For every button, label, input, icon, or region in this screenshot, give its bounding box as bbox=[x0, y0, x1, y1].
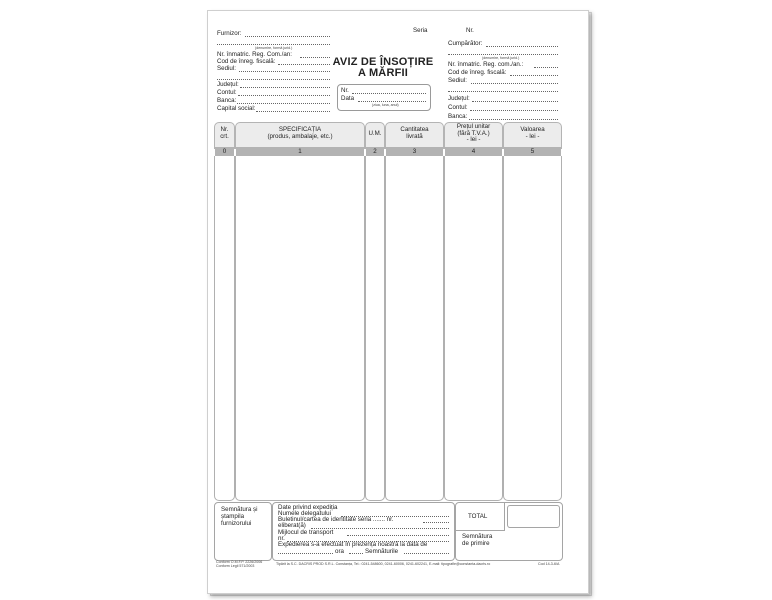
supplier-capital-label: Capital social: bbox=[217, 105, 256, 112]
form-title bbox=[332, 57, 434, 79]
col-header-um: U.M. bbox=[365, 122, 385, 149]
dispatch-statement: Expedierea s-a efectuat în prezența noastră la data de bbox=[278, 541, 428, 548]
col-header-cantitatea: Cantitatea livrată bbox=[385, 122, 444, 149]
supplier-judetul-line bbox=[240, 87, 330, 88]
supplier-sediul-label: Sediul: bbox=[217, 65, 236, 72]
cumparator-line-2 bbox=[448, 54, 558, 55]
ora-line[interactable] bbox=[349, 553, 363, 554]
supplier-signature-label: Semnătura și ștampila furnizorului bbox=[221, 506, 258, 527]
cumparator-hint: (denumire, formă jurid.) bbox=[482, 56, 520, 60]
form-title-line-1: AVIZ DE ÎNSOȚIRE bbox=[332, 56, 434, 68]
buyer-banca-label: Banca: bbox=[448, 113, 468, 120]
doc-nr-label: Nr. bbox=[341, 87, 349, 94]
col-body-um[interactable] bbox=[365, 156, 385, 501]
total-label-cell bbox=[456, 503, 505, 531]
document-number-box bbox=[337, 84, 431, 111]
form-code: Cod 14-3-6/A bbox=[538, 562, 560, 566]
buyer-cod-line bbox=[510, 75, 558, 76]
col-body-pretul[interactable] bbox=[444, 156, 503, 501]
supplier-nr-inmatric-line bbox=[300, 57, 330, 58]
doc-date-hint: (ziua, luna, anul) bbox=[372, 103, 399, 107]
furnizor-hint: (denumire, formă jurid.) bbox=[255, 46, 293, 50]
semnaturile-line[interactable] bbox=[404, 553, 449, 554]
legal-note-1: Conform O.M.F.P. 2226/2006 bbox=[216, 560, 263, 564]
cumparator-line bbox=[486, 46, 558, 47]
cumparator-label: Cumpărător: bbox=[448, 40, 483, 47]
col-header-nr-crt: Nr. crt. bbox=[214, 122, 235, 149]
receipt-signature-label: Semnătura de primire bbox=[462, 533, 493, 547]
supplier-sediul-line-2 bbox=[217, 79, 330, 80]
dispatch-title: Date privind expediția bbox=[278, 504, 338, 511]
supplier-banca-line bbox=[237, 103, 330, 104]
supplier-contul-line bbox=[238, 95, 330, 96]
printer-info: Tipărit la S.C. DACRIS PROD S.R.L. Constanța, Tel.: 0241-548600, 0241-60006, 0241-602241, E-mail: tipografie@constanta-dacris.ro bbox=[276, 562, 491, 566]
col-body-specificatia[interactable] bbox=[235, 156, 365, 501]
buyer-cod-label: Cod de înreg. fiscală: bbox=[448, 69, 507, 76]
col-num-4: 4 bbox=[445, 147, 502, 156]
buyer-sediul-line-2 bbox=[448, 91, 558, 92]
buyer-sediul-label: Sediul: bbox=[448, 77, 467, 84]
col-body-nr-crt[interactable] bbox=[214, 156, 235, 501]
col-num-3: 3 bbox=[386, 147, 443, 156]
col-num-2: 2 bbox=[366, 147, 384, 156]
doc-data-label: Data bbox=[341, 95, 355, 102]
col-body-cantitatea[interactable] bbox=[385, 156, 444, 501]
form-sheet bbox=[207, 10, 589, 594]
form-title-line-2: A MĂRFII bbox=[357, 67, 409, 79]
buyer-judetul-label: Județul: bbox=[448, 95, 470, 102]
supplier-signature-box[interactable] bbox=[214, 502, 272, 561]
supplier-cod-label: Cod de înreg. fiscală: bbox=[217, 58, 276, 65]
total-value-field[interactable] bbox=[507, 505, 560, 528]
supplier-sediul-line bbox=[239, 71, 330, 72]
semnaturile-label: Semnăturile bbox=[365, 548, 399, 555]
buyer-contul-label: Contul: bbox=[448, 104, 468, 111]
doc-nr-line[interactable] bbox=[352, 93, 426, 94]
total-label: TOTAL bbox=[468, 513, 488, 520]
supplier-nr-inmatric-label: Nr. înmatric. Reg. Com./an: bbox=[217, 51, 292, 58]
buyer-banca-line bbox=[469, 119, 558, 120]
ora-label: ora bbox=[335, 548, 344, 555]
col-num-5: 5 bbox=[504, 147, 561, 156]
transport-nr-label: nr. bbox=[278, 535, 285, 542]
col-num-0: 0 bbox=[215, 147, 234, 156]
legal-note-2: Conform Legii 571/2003 bbox=[216, 564, 255, 568]
furnizor-line-2 bbox=[217, 44, 330, 45]
nr-top-label: Nr. bbox=[466, 27, 474, 34]
buyer-sediul-line bbox=[471, 83, 558, 84]
doc-data-line[interactable] bbox=[358, 101, 426, 102]
supplier-capital-line bbox=[256, 111, 330, 112]
buyer-contul-line bbox=[470, 110, 558, 111]
supplier-judetul-label: Județul: bbox=[217, 81, 239, 88]
issued-label: eliberat(ă) bbox=[278, 522, 306, 529]
buyer-judetul-line bbox=[472, 101, 558, 102]
delegate-name-label: Numele delegatului bbox=[278, 510, 331, 517]
supplier-banca-label: Banca: bbox=[217, 97, 237, 104]
dispatch-date-line[interactable] bbox=[278, 553, 333, 554]
total-receipt-box bbox=[455, 502, 563, 561]
supplier-cod-line bbox=[278, 64, 330, 65]
id-card-label: Buletinul/cartea de identitate seria ....... nr. bbox=[278, 516, 394, 523]
buyer-nr-inmatric-line bbox=[534, 67, 558, 68]
seria-label: Seria bbox=[413, 27, 428, 34]
col-header-specificatia: SPECIFICAȚIA (produs, ambalaje, etc.) bbox=[235, 122, 365, 149]
transport-line[interactable] bbox=[347, 535, 449, 536]
col-body-valoarea[interactable] bbox=[503, 156, 562, 501]
furnizor-line bbox=[245, 36, 330, 37]
transport-label: Mijlocul de transport bbox=[278, 529, 334, 536]
furnizor-label: Furnizor: bbox=[217, 30, 242, 37]
col-header-pretul: Prețul unitar (fără T.V.A.) - lei - bbox=[444, 122, 503, 149]
col-num-1: 1 bbox=[236, 147, 364, 156]
id-card-line[interactable] bbox=[423, 522, 449, 523]
buyer-nr-inmatric-label: Nr. înmatric. Reg. com./an.: bbox=[448, 61, 524, 68]
col-header-valoarea: Valoarea - lei - bbox=[503, 122, 562, 149]
supplier-contul-label: Contul: bbox=[217, 89, 237, 96]
dispatch-info-box bbox=[272, 502, 455, 561]
